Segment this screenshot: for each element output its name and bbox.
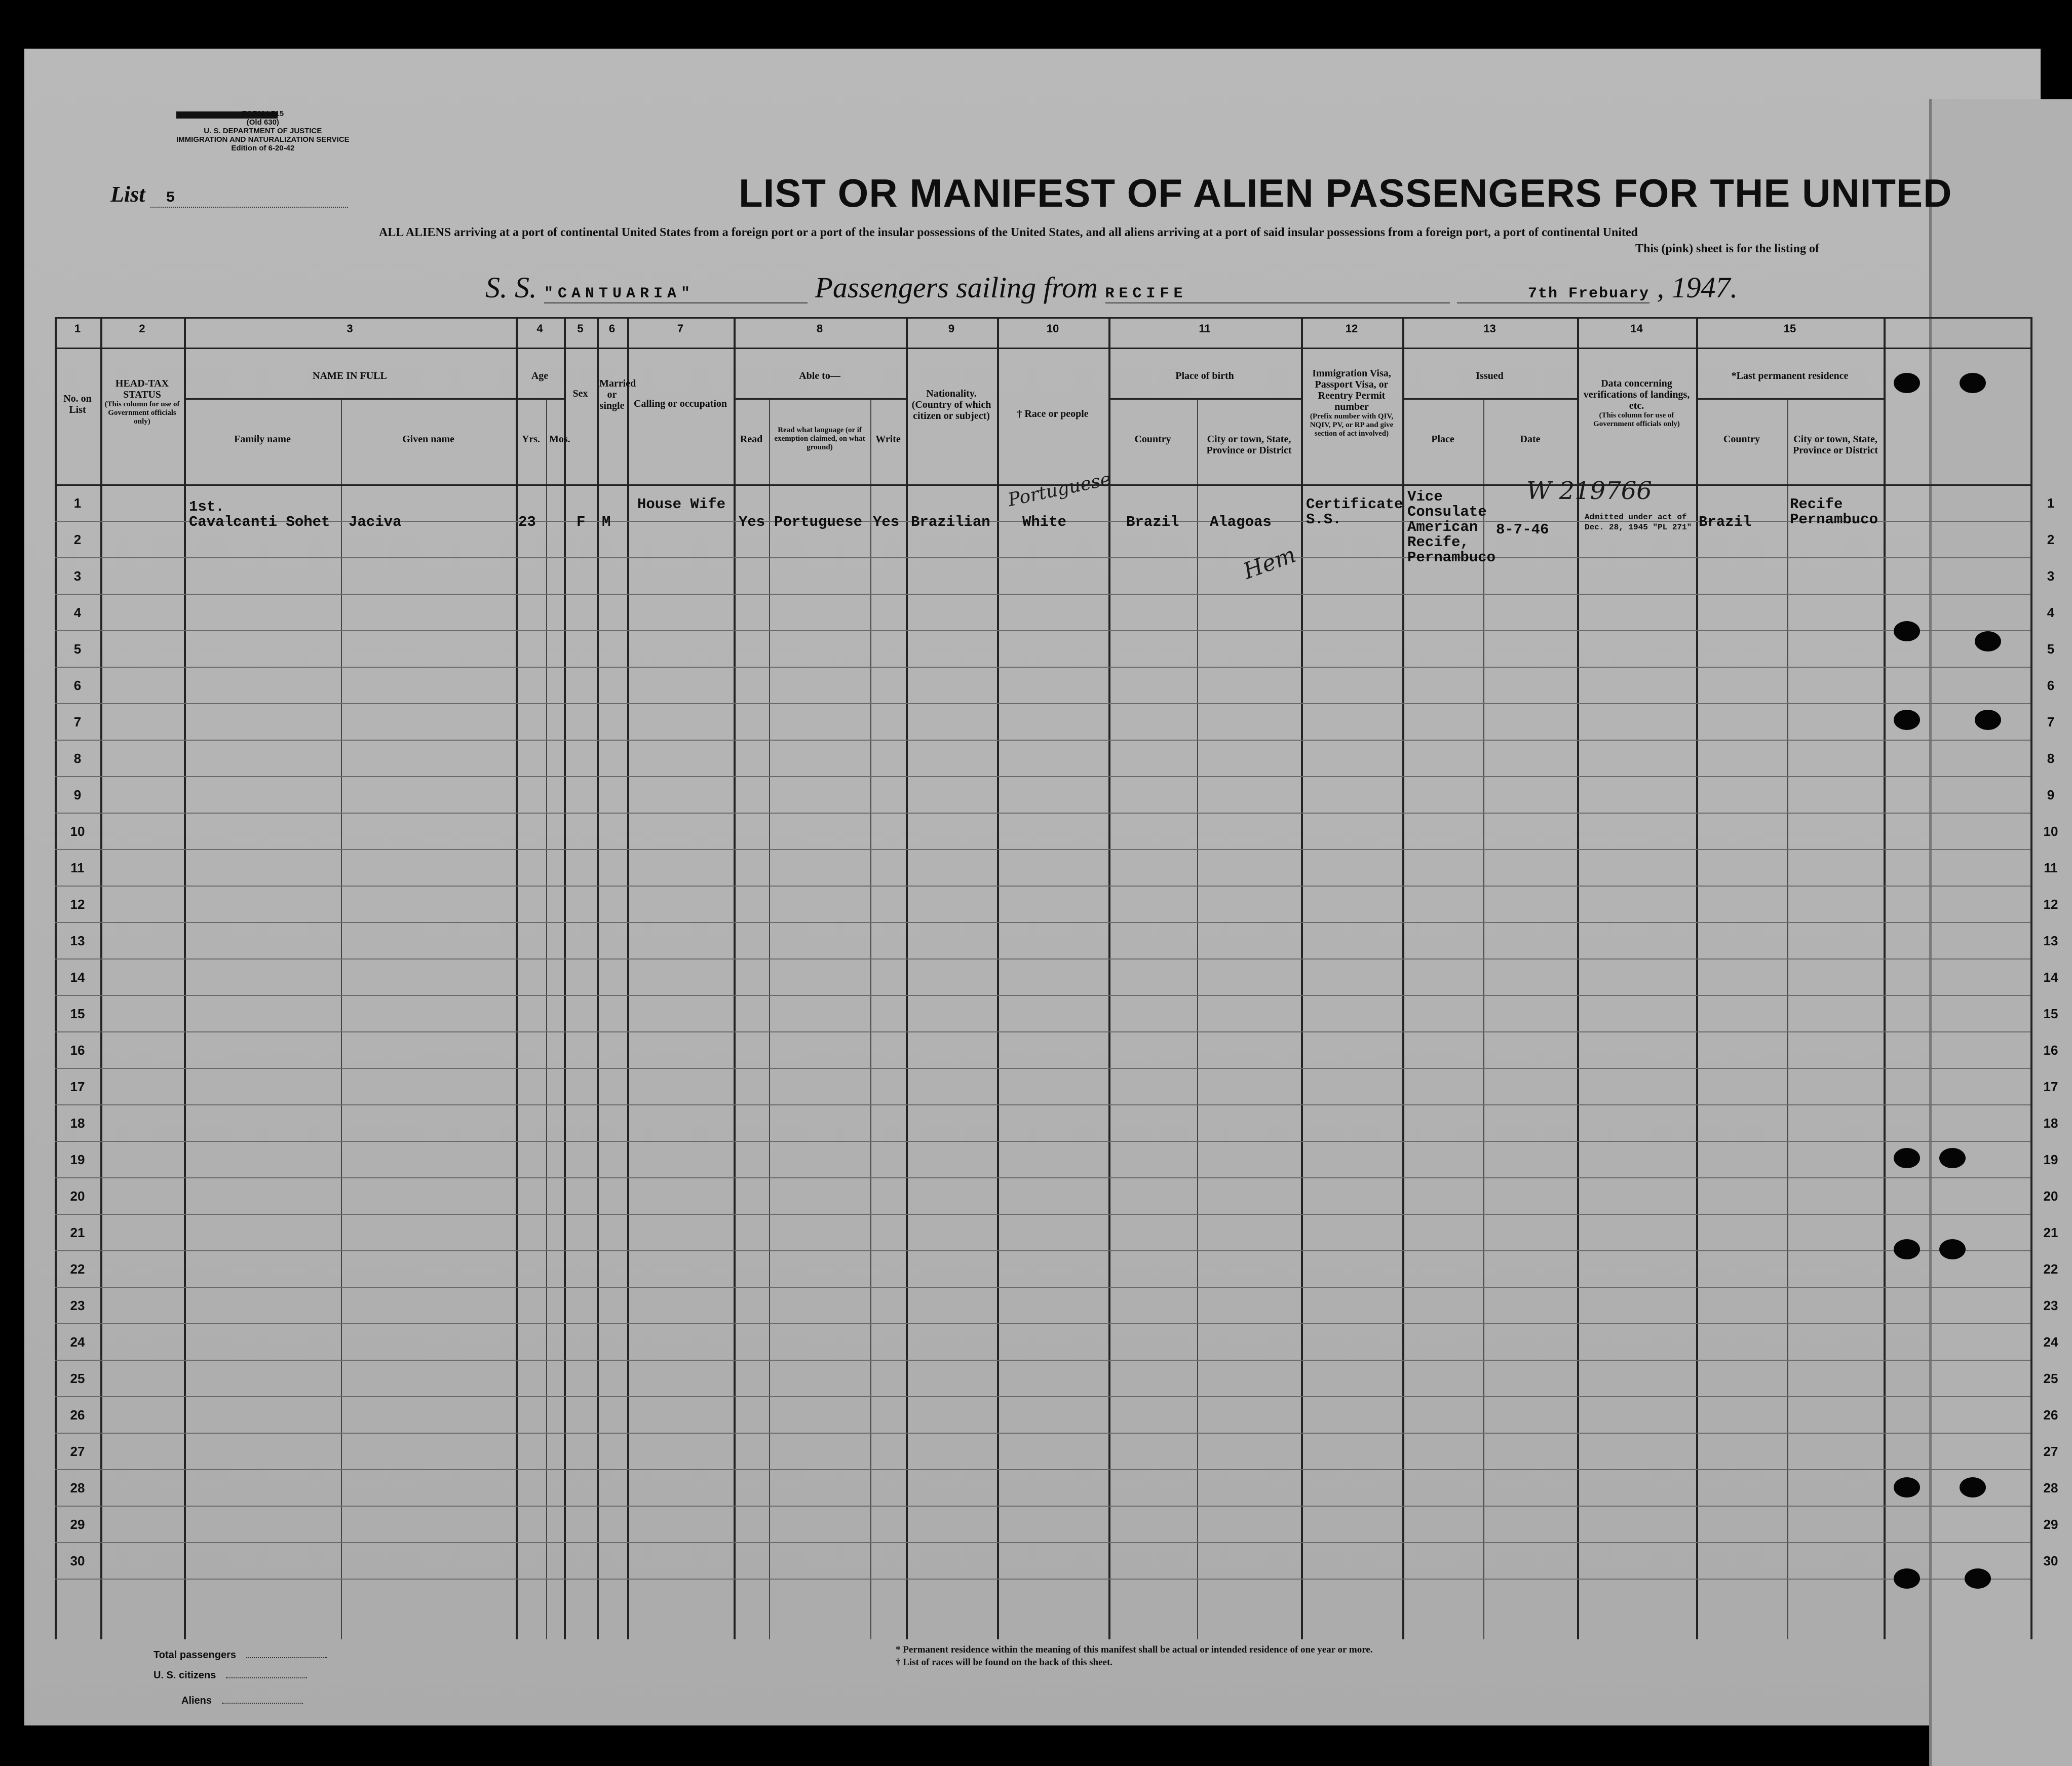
row-number: 5 <box>73 641 82 657</box>
sailing-date: 7th Frebuary <box>1457 285 1649 303</box>
column-header-label: HEAD-TAX STATUS <box>115 378 169 400</box>
sub-column-header: Place <box>1431 434 1454 445</box>
row-rule <box>55 1396 2030 1397</box>
sub-column-header: Family name <box>234 434 291 445</box>
handwritten-note: Hem <box>1240 542 1299 585</box>
nationality: Brazilian <box>911 514 990 530</box>
row-number-right: 12 <box>2043 897 2058 912</box>
sub-column-header: City or town, State, Province or District <box>1206 434 1292 456</box>
column-number: 8 <box>816 322 823 335</box>
column-header <box>908 388 994 421</box>
row-number-right: 11 <box>2044 860 2058 875</box>
row-number: 24 <box>70 1334 85 1350</box>
column-number: 2 <box>139 322 145 335</box>
row-rule <box>55 995 2030 996</box>
family-name: Cavalcanti Sohet <box>189 514 330 530</box>
row-rule <box>55 1250 2030 1251</box>
punch-hole <box>1894 1568 1920 1589</box>
group-rule <box>184 398 516 400</box>
column-subrule <box>769 398 770 1639</box>
punch-hole <box>1975 631 2001 651</box>
column-rule <box>184 317 186 1639</box>
race: White <box>1022 514 1067 530</box>
row-number-right: 2 <box>2047 532 2055 547</box>
row-number: 12 <box>70 897 85 912</box>
row-number-right: 20 <box>2043 1188 2058 1204</box>
row-number: 20 <box>70 1188 85 1204</box>
sex: F <box>577 514 586 530</box>
form-header <box>176 109 350 152</box>
column-subrule <box>870 398 871 1639</box>
column-number: 4 <box>536 322 543 335</box>
row-number: 25 <box>70 1371 85 1386</box>
column-header <box>1000 408 1106 419</box>
list-number: List 5 <box>110 181 348 208</box>
row-number: 19 <box>70 1152 85 1167</box>
manifest-sheet <box>24 49 2058 1725</box>
column-number: 1 <box>74 322 81 335</box>
column-header <box>599 378 636 411</box>
sub-column-header: Yrs. <box>521 434 541 445</box>
column-rule <box>627 317 629 1639</box>
row-number: 7 <box>73 714 82 730</box>
punch-hole <box>1894 710 1920 730</box>
row-number: 10 <box>70 824 85 839</box>
column-header <box>1580 378 1694 429</box>
punch-hole <box>1894 1477 1920 1498</box>
column-header <box>103 378 181 426</box>
age-years: 23 <box>518 514 536 530</box>
row-number-right: 5 <box>2047 641 2055 657</box>
row-rule <box>55 1068 2030 1069</box>
column-header <box>1303 368 1400 438</box>
row-number: 17 <box>70 1079 85 1094</box>
column-subrule <box>1483 398 1484 1639</box>
row-number: 22 <box>70 1261 85 1277</box>
row-number: 11 <box>70 860 85 875</box>
birth-city: Alagoas <box>1210 514 1272 530</box>
row-number-right: 9 <box>2047 787 2055 802</box>
issued-place: Vice Consulate American Recife, Pernambuco <box>1407 488 1496 566</box>
row-number-right: 27 <box>2043 1444 2058 1459</box>
column-header-note: (This column for use of Government officials only) <box>104 400 180 426</box>
column-header-label: No. on List <box>63 393 92 415</box>
row-rule <box>55 1177 2030 1178</box>
row-number: 30 <box>70 1553 85 1568</box>
issued-date: 8-7-46 <box>1496 521 1549 538</box>
column-number: 6 <box>608 322 616 335</box>
row-number: 29 <box>70 1517 85 1532</box>
column-rule <box>597 317 599 1639</box>
column-number: 12 <box>1345 322 1358 335</box>
page-title: LIST OR MANIFEST OF ALIEN PASSENGERS FOR THE UNITED <box>739 171 1952 215</box>
row-rule <box>55 1031 2030 1032</box>
column-rule <box>100 317 102 1639</box>
sub-column-header: Mos. <box>549 434 570 445</box>
row-rule <box>55 1287 2030 1288</box>
row-number-right: 4 <box>2047 605 2055 620</box>
column-rule <box>55 317 57 1639</box>
visa: Certificate S.S. <box>1306 496 1403 528</box>
row-rule <box>55 1433 2030 1434</box>
column-rule <box>516 317 518 1639</box>
row-number: 26 <box>70 1407 85 1423</box>
row-number: 21 <box>70 1225 85 1240</box>
row-number: 28 <box>70 1480 85 1495</box>
residence-city: Recife Pernambuco <box>1790 496 1878 528</box>
column-header-label: Data concerning verifications of landings, etc. <box>1583 378 1690 411</box>
group-rule <box>1402 398 1577 400</box>
row-rule <box>55 886 2030 887</box>
row-rule <box>55 1506 2030 1507</box>
row-rule <box>55 703 2030 704</box>
manifest-table <box>55 317 2058 1639</box>
row-rule <box>55 849 2030 850</box>
row-rule <box>55 1579 2030 1580</box>
group-header: Able to— <box>799 370 840 381</box>
sub-column-header: City or town, State, Province or District <box>1792 434 1878 456</box>
punch-hole <box>1939 1148 1966 1168</box>
column-subrule <box>546 398 547 1639</box>
column-number: 14 <box>1630 322 1643 335</box>
row-rule <box>55 630 2030 631</box>
row-rule <box>55 1542 2030 1543</box>
row-number-right: 16 <box>2043 1043 2058 1058</box>
column-number: 3 <box>347 322 353 335</box>
verification-stamp: Admitted under act of Dec. 28, 1945 "PL 271" <box>1585 513 1692 532</box>
footnote-residence: * Permanent residence within the meaning of this manifest shall be actual or intended residence of one year or more. <box>896 1644 1373 1655</box>
row-rule <box>55 557 2030 558</box>
department: U. S. DEPARTMENT OF JUSTICE <box>204 127 322 135</box>
ship-name: "CANTUARIA" <box>544 285 808 303</box>
can-read: Yes <box>739 514 765 530</box>
row-rule <box>55 740 2030 741</box>
row-rule <box>55 776 2030 777</box>
us-citizens: U. S. citizens <box>154 1670 307 1681</box>
group-rule <box>734 398 906 400</box>
birth-country: Brazil <box>1126 514 1179 530</box>
row-number: 9 <box>73 787 82 802</box>
row-rule <box>55 667 2030 668</box>
sub-column-header: Country <box>1723 434 1760 445</box>
column-subrule <box>1787 398 1788 1639</box>
row-number-right: 15 <box>2043 1006 2058 1021</box>
sub-column-header: Given name <box>402 434 454 445</box>
row-rule <box>55 1323 2030 1324</box>
total-passengers: Total passengers <box>154 1649 327 1661</box>
ship-row: S. S. "CANTUARIA" Passengers sailing from RECIFE 7th Frebuary , 1947. <box>485 271 1738 304</box>
column-rule <box>2030 317 2032 1639</box>
row-number-right: 1 <box>2047 495 2055 511</box>
edition: Edition of 6-20-42 <box>231 144 295 152</box>
sub-column-header: Country <box>1134 434 1171 445</box>
row-number-right: 13 <box>2043 933 2058 948</box>
column-rule <box>564 317 566 1639</box>
row-number-right: 10 <box>2043 824 2058 839</box>
row-number-right: 19 <box>2043 1152 2058 1167</box>
row-number-right: 25 <box>2043 1371 2058 1386</box>
column-rule <box>997 317 999 1639</box>
punch-hole <box>1894 621 1920 641</box>
intro-text-2: This (pink) sheet is for the listing of <box>1635 242 1819 255</box>
row-number-right: 3 <box>2047 568 2055 584</box>
column-header-label: Calling or occupation <box>633 398 727 409</box>
header-rule <box>55 348 2030 349</box>
row-rule <box>55 1141 2030 1142</box>
punch-hole <box>1894 1148 1920 1168</box>
given-name: Jaciva <box>349 514 402 530</box>
column-header-note: (This column for use of Government officials only) <box>1593 411 1680 428</box>
row-number-right: 22 <box>2043 1261 2058 1277</box>
group-rule <box>1696 398 1884 400</box>
punch-hole <box>1894 373 1920 393</box>
column-header <box>630 398 731 409</box>
column-rule <box>1301 317 1303 1639</box>
row-rule <box>55 594 2030 595</box>
row-number-right: 28 <box>2043 1480 2058 1495</box>
column-header-label: Nationality. (Country of which citizen or subject) <box>911 388 991 421</box>
sailing-year: , 1947. <box>1657 271 1738 304</box>
row-rule <box>55 1469 2030 1470</box>
service: IMMIGRATION AND NATURALIZATION SERVICE <box>176 135 350 144</box>
row-number-right: 26 <box>2043 1407 2058 1423</box>
row-number: 14 <box>70 970 85 985</box>
punch-hole <box>1894 1239 1920 1259</box>
punch-hole <box>1965 1568 1991 1589</box>
row-number: 13 <box>70 933 85 948</box>
row-number-right: 17 <box>2043 1079 2058 1094</box>
row-rule <box>55 922 2030 923</box>
row-number-right: 7 <box>2047 714 2055 730</box>
group-header: *Last permanent residence <box>1731 370 1849 381</box>
punch-hole <box>1960 1477 1986 1498</box>
column-header <box>57 393 98 415</box>
list-number-value: 5 <box>150 189 348 208</box>
punch-hole <box>1975 710 2001 730</box>
punch-hole <box>1960 373 1986 393</box>
row-rule <box>55 1104 2030 1105</box>
form-number: FORM I-515 <box>242 109 284 118</box>
row-number-right: 8 <box>2047 751 2055 766</box>
sub-column-header: Read <box>740 434 763 445</box>
column-header <box>566 388 594 399</box>
row-number-right: 30 <box>2043 1553 2058 1568</box>
column-subrule <box>341 398 342 1639</box>
column-number: 13 <box>1483 322 1496 335</box>
row-number-right: 24 <box>2043 1334 2058 1350</box>
sailing-port: RECIFE <box>1105 285 1450 303</box>
intro-text: ALL ALIENS arriving at a port of continental United States from a foreign port or a port of the insular possessions of the United States, and all aliens arriving at a port of said insular possessions from a foreign port, a port of continental United <box>379 226 1638 239</box>
row-number-right: 29 <box>2043 1517 2058 1532</box>
column-rule <box>1696 317 1698 1639</box>
can-write: Yes <box>873 514 900 530</box>
punch-hole <box>1939 1239 1966 1259</box>
row-number: 2 <box>73 532 82 547</box>
row-number: 3 <box>73 568 82 584</box>
group-header: Issued <box>1476 370 1504 381</box>
header-top-rule <box>55 317 2030 319</box>
language: Portuguese <box>774 514 863 530</box>
row-number: 4 <box>73 605 82 620</box>
column-number: 10 <box>1046 322 1059 335</box>
race-handwritten: Portuguese <box>1006 468 1113 511</box>
row-number-right: 18 <box>2043 1116 2058 1131</box>
column-header-label: † Race or people <box>1017 408 1089 419</box>
row-number: 6 <box>73 678 82 693</box>
row-rule <box>55 1214 2030 1215</box>
column-rule <box>906 317 908 1639</box>
residence-country: Brazil <box>1699 514 1752 530</box>
column-header-label: Sex <box>572 388 588 399</box>
column-rule <box>734 317 736 1639</box>
marital-status: M <box>602 514 611 530</box>
column-rule <box>1402 317 1404 1639</box>
sub-column-header: Date <box>1520 434 1541 445</box>
verification-handwritten: W 219766 <box>1526 477 1652 505</box>
old-form-number: (Old 630) <box>246 118 279 127</box>
group-rule <box>1108 398 1301 400</box>
row-rule <box>55 958 2030 959</box>
column-header-note: (Prefix number with QIV, NQIV, PV, or RP and give section of act involved) <box>1310 412 1394 438</box>
column-header-label: Married or single <box>599 378 636 411</box>
occupation: House Wife <box>637 496 726 513</box>
row-number: 1 <box>73 495 82 511</box>
aliens: Aliens <box>181 1695 303 1707</box>
column-rule <box>1108 317 1110 1639</box>
column-number: 7 <box>677 322 684 335</box>
group-header: Place of birth <box>1175 370 1234 381</box>
group-rule <box>516 398 564 400</box>
row-number-right: 14 <box>2043 970 2058 985</box>
column-number: 9 <box>948 322 955 335</box>
footnote-races: † List of races will be found on the back of this sheet. <box>896 1657 1113 1668</box>
passenger-class-note: 1st. <box>189 498 224 515</box>
row-rule <box>55 813 2030 814</box>
row-number-right: 21 <box>2043 1225 2058 1240</box>
row-number: 16 <box>70 1043 85 1058</box>
sub-column-header: Write <box>875 434 901 445</box>
row-rule <box>55 1360 2030 1361</box>
row-number: 8 <box>73 751 82 766</box>
row-number: 15 <box>70 1006 85 1021</box>
row-number-right: 6 <box>2047 678 2055 693</box>
group-header: NAME IN FULL <box>313 370 387 381</box>
row-number: 27 <box>70 1444 85 1459</box>
sub-column-header: Read what language (or if exemption claimed, on what ground) <box>774 426 865 451</box>
row-number: 18 <box>70 1116 85 1131</box>
column-number: 15 <box>1783 322 1796 335</box>
column-header-label: Immigration Visa, Passport Visa, or Reentry Permit number <box>1312 368 1391 412</box>
column-subrule <box>1197 398 1198 1639</box>
row-number-right: 23 <box>2043 1298 2058 1313</box>
group-header: Age <box>531 370 549 381</box>
column-number: 5 <box>577 322 584 335</box>
row-number: 23 <box>70 1298 85 1313</box>
column-number: 11 <box>1199 322 1211 335</box>
column-rule <box>1577 317 1579 1639</box>
